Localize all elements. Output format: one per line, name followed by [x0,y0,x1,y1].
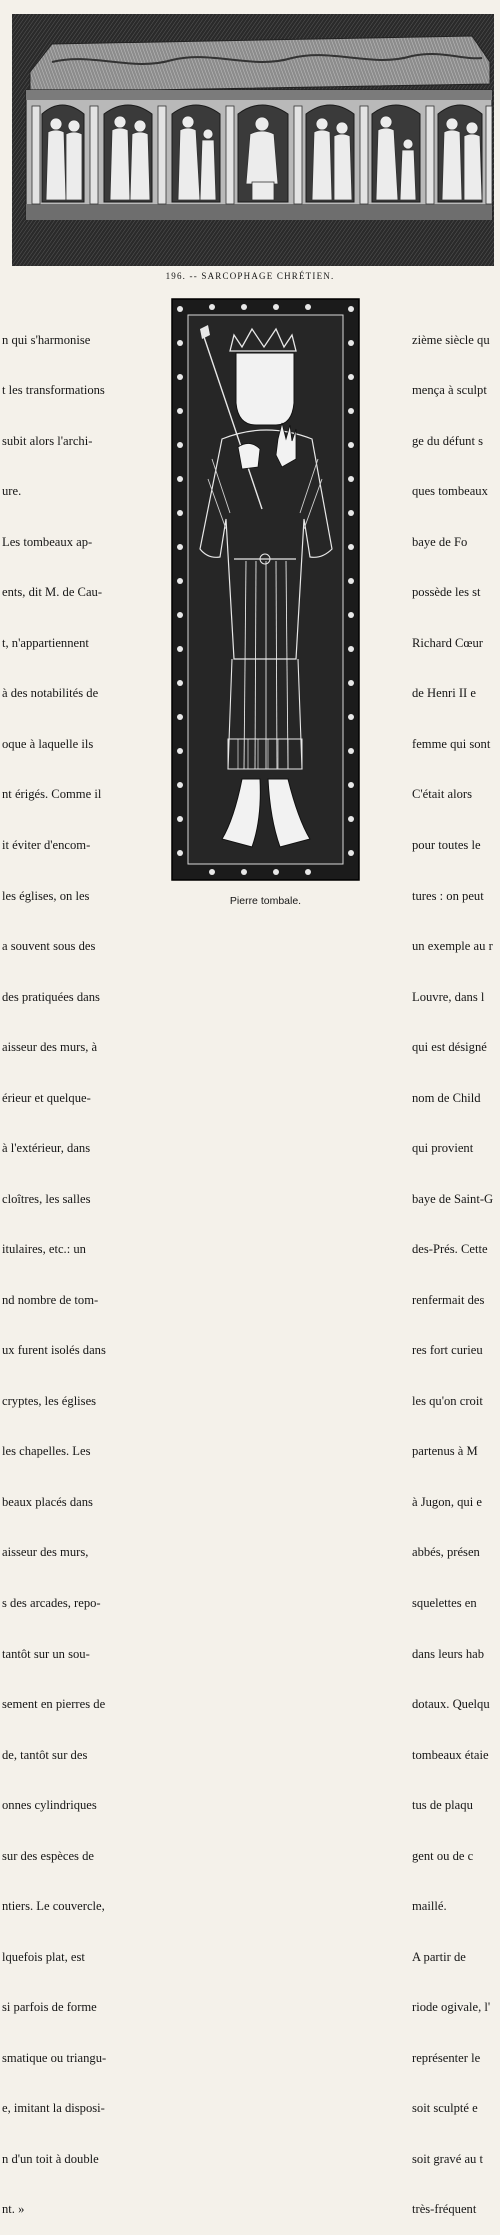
right-line: de Henri II e [412,686,476,701]
right-line: qui est désigné [412,1040,487,1055]
top-figure-caption: 196. -- SARCOPHAGE CHRÉTIEN. [165,271,335,281]
right-line: A partir de [412,1949,466,1964]
right-line: baye de Fo [412,534,468,549]
left-line: si parfois de forme [2,2000,97,2015]
left-line: aisseur des murs, à [2,1040,98,1055]
right-line: abbés, présen [412,1545,480,1560]
right-line: représenter le [412,2050,481,2065]
right-line: dotaux. Quelqu [412,1697,490,1712]
left-text-column [2,298,162,2235]
right-line: Richard Cœur [412,635,483,650]
left-line: t, n'appartiennent [2,635,89,650]
left-line: lquefois plat, est [2,1949,85,1964]
left-line: nt érigés. Comme il [2,787,102,802]
right-line: riode ogivale, l' [412,2000,491,2015]
left-line: ntiers. Le couvercle, [2,1899,105,1914]
right-line: dans leurs hab [412,1646,485,1661]
right-line: C'était alors [412,787,472,802]
left-line: nd nombre de tom- [2,1292,99,1307]
left-line: les églises, on les [2,888,90,903]
tombstone-caption: Pierre tombale. [229,895,302,907]
left-line: sur des espèces de [2,1848,94,1863]
left-line: e, imitant la disposi- [2,2101,105,2116]
left-line: nt. » [2,2202,25,2217]
right-line: Louvre, dans l [412,989,485,1004]
left-line: de, tantôt sur des [2,1747,88,1762]
right-line: les qu'on croit [412,1393,483,1408]
right-line: pour toutes le [412,838,481,852]
left-line: onnes cylindriques [2,1798,97,1813]
right-line: nom de Child [412,1090,481,1105]
right-line: tus de plaqu [412,1798,473,1813]
right-line: squelettes en [412,1595,477,1610]
right-line: un exemple au r [412,939,493,954]
left-line: a souvent sous des [2,939,96,954]
right-line: possède les st [412,585,481,600]
left-line: ents, dit M. de Cau- [2,585,103,600]
left-line: à des notabilités de [2,686,99,701]
left-line: n qui s'harmonise [2,332,91,347]
right-line: femme qui sont [412,736,491,751]
left-line: les chapelles. Les [2,1444,91,1459]
left-line: it éviter d'encom- [2,838,91,852]
left-line: smatique ou triangu- [2,2050,107,2065]
left-line: cloîtres, les salles [2,1191,91,1206]
left-line: oque à laquelle ils [2,736,94,751]
left-line: ux furent isolés dans [2,1343,106,1358]
right-line: baye de Saint-G [412,1191,494,1206]
left-line: t les transformations [2,383,105,398]
left-line: tantôt sur un sou- [2,1646,90,1661]
right-line: res fort curieu [412,1343,483,1358]
left-line: Les tombeaux ap- [2,534,93,549]
left-line: beaux placés dans [2,1494,93,1509]
left-line: à l'extérieur, dans [2,1141,91,1156]
right-text-column [412,298,500,2235]
right-line: à Jugon, qui e [412,1494,482,1509]
right-line: mença à sculpt [412,383,487,398]
right-line: tures : on peut [412,888,484,903]
right-line: maillé. [412,1899,447,1914]
right-line: soit gravé au t [412,2151,483,2166]
left-line: n d'un toit à double [2,2151,99,2166]
right-line: soit sculpté e [412,2101,478,2116]
right-line: ques tombeaux [412,484,488,499]
left-line: itulaires, etc.: un [2,1242,86,1257]
left-line: subit alors l'archi- [2,433,93,448]
right-line: tombeaux étaie [412,1747,489,1762]
left-line: érieur et quelque- [2,1090,91,1105]
right-line: gent ou de c [412,1848,474,1863]
left-line: aisseur des murs, [2,1545,89,1560]
left-line: s des arcades, repo- [2,1595,101,1610]
right-line: renfermait des [412,1292,485,1307]
tombstone-engraving [172,299,359,880]
left-line: sement en pierres de [2,1697,106,1712]
right-line: qui provient [412,1141,474,1156]
left-line: des pratiquées dans [2,989,100,1004]
right-line: partenus à M [412,1444,478,1459]
right-line: zième siècle qu [412,332,490,347]
sarcophagus-engraving [12,14,494,266]
right-line: des-Prés. Cette [412,1242,488,1257]
left-line: ure. [2,484,22,499]
right-line: ge du défunt s [412,433,483,448]
right-line: très-fréquent [412,2202,477,2217]
left-line: cryptes, les églises [2,1393,97,1408]
